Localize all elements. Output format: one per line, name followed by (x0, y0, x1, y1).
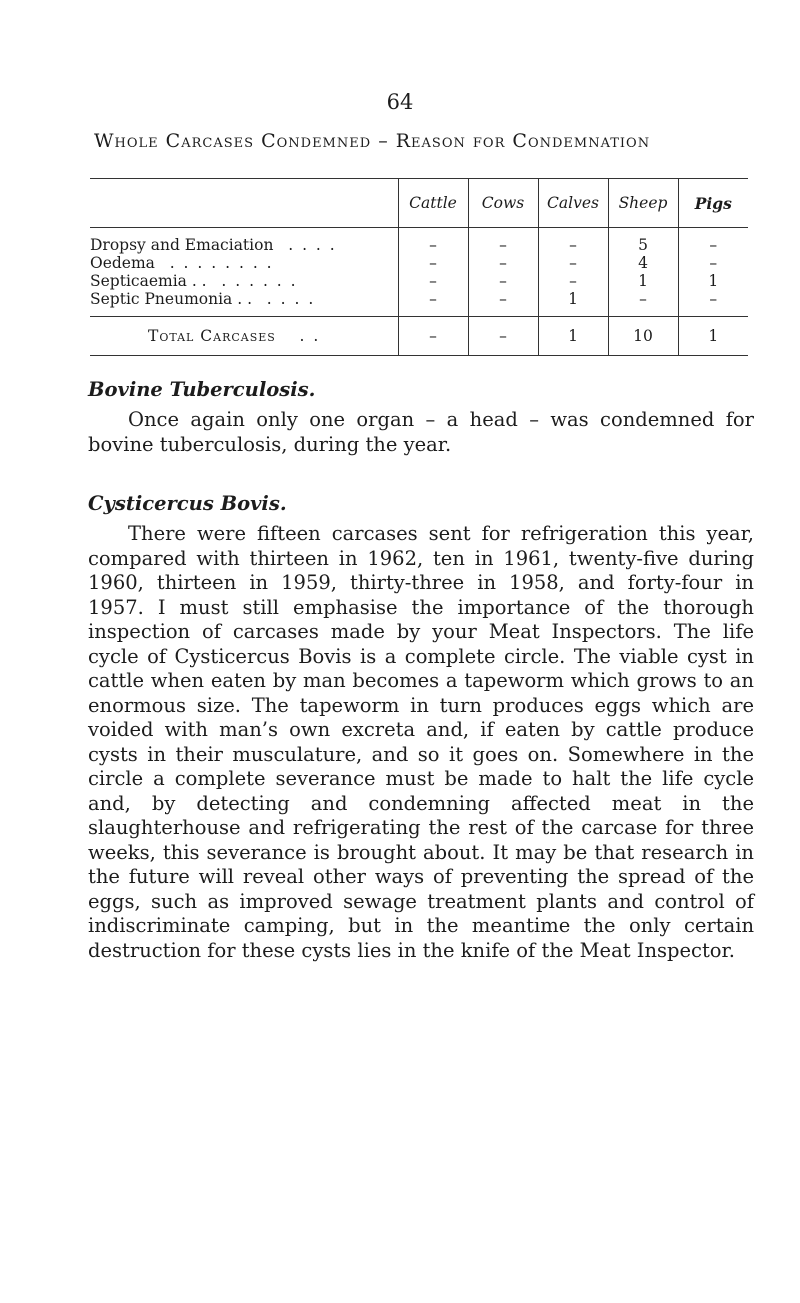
row-dots: . . . . . . . . (169, 254, 274, 272)
section-title-cysticercus-bovis: Cysticercus Bovis. (88, 492, 287, 515)
row-label (90, 272, 398, 290)
table-cell: 1 (538, 290, 608, 317)
table-cell: – (678, 228, 748, 255)
table-cell: – (538, 228, 608, 255)
table-cell: – (608, 290, 678, 317)
column-header: Sheep (608, 179, 678, 228)
condemnation-table (90, 178, 748, 356)
page-number: 64 (386, 90, 414, 114)
row-label (90, 254, 398, 272)
total-cell: – (398, 317, 468, 356)
row-label-text: Septicaemia . . (90, 272, 207, 290)
table-cell: – (398, 290, 468, 317)
row-dots: . . . . (266, 290, 316, 308)
total-label (90, 317, 398, 356)
row-label (90, 228, 398, 255)
row-label-text: Dropsy and Emaciation (90, 236, 274, 254)
row-label-text: Septic Pneumonia . . (90, 290, 252, 308)
row-dots: . . . . . . (221, 272, 298, 290)
table-cell: 4 (608, 254, 678, 272)
row-label (90, 290, 398, 317)
paragraph-cysticercus-bovis: There were fifteen carcases sent for refrigeration this year, compared with thirteen in 1962, ten in 1961, twenty-five during 1960, thirteen in 1959, thirty-three in 1958, and forty-four in 1957. I must still emphasise the importance of the thorough inspection of carcases made by your Meat Inspectors. The life cycle of Cysticercus Bovis is a complete circle. The viable cyst in cattle when eaten by man becomes a tapeworm which grows to an enormous size. The tapeworm in turn produces eggs which are voided with man’s own excreta and, if eaten by cattle produce cysts in their musculature, and so it goes on. Somewhere in the circle a complete severance must be made to halt the life cycle and, by detecting and condemning affected meat in the slaughterhouse and refrigerating the rest of the carcase for three weeks, this severance is brought about. It may be that research in the future will reveal other ways of preventing the spread of the eggs, such as improved sewage treatment plants and control of indiscriminate camping, but in the meantime the only certain destruction for these cysts lies in the knife of the Meat Inspector. (88, 522, 754, 962)
paragraph-bovine-tuberculosis: Once again only one organ – a head – was condemned for bovine tuberculosis, during the year. (88, 408, 754, 456)
table-cell: – (538, 254, 608, 272)
total-cell: 10 (608, 317, 678, 356)
table-row (90, 254, 748, 272)
table-cell: 1 (678, 272, 748, 290)
table-cell: – (398, 254, 468, 272)
table-cell: – (678, 290, 748, 317)
column-header: Cattle (398, 179, 468, 228)
row-dots: . . . . (288, 236, 337, 254)
table-cell: – (468, 254, 538, 272)
table-cell: – (468, 228, 538, 255)
column-header: Pigs (678, 179, 748, 228)
table-row (90, 272, 748, 290)
row-label-text: Oedema (90, 254, 155, 272)
table-cell: – (468, 272, 538, 290)
header-blank (90, 179, 398, 228)
column-header: Calves (538, 179, 608, 228)
table-cell: 1 (608, 272, 678, 290)
table-heading: Whole Carcases Condemned – Reason for Condemnation (94, 130, 651, 152)
total-dots: . . (299, 327, 321, 345)
table-row (90, 228, 748, 255)
section-title-bovine-tuberculosis: Bovine Tuberculosis. (88, 378, 316, 401)
table-cell: – (398, 272, 468, 290)
total-row (90, 317, 748, 356)
total-cell: – (468, 317, 538, 356)
table-row (90, 290, 748, 317)
total-cell: 1 (678, 317, 748, 356)
total-label-text: Total Carcases (148, 327, 276, 345)
table-cell: – (538, 272, 608, 290)
table-cell: – (678, 254, 748, 272)
table-cell: – (468, 290, 538, 317)
total-cell: 1 (538, 317, 608, 356)
table-header-row (90, 179, 748, 228)
table-cell: 5 (608, 228, 678, 255)
table-cell: – (398, 228, 468, 255)
column-header: Cows (468, 179, 538, 228)
